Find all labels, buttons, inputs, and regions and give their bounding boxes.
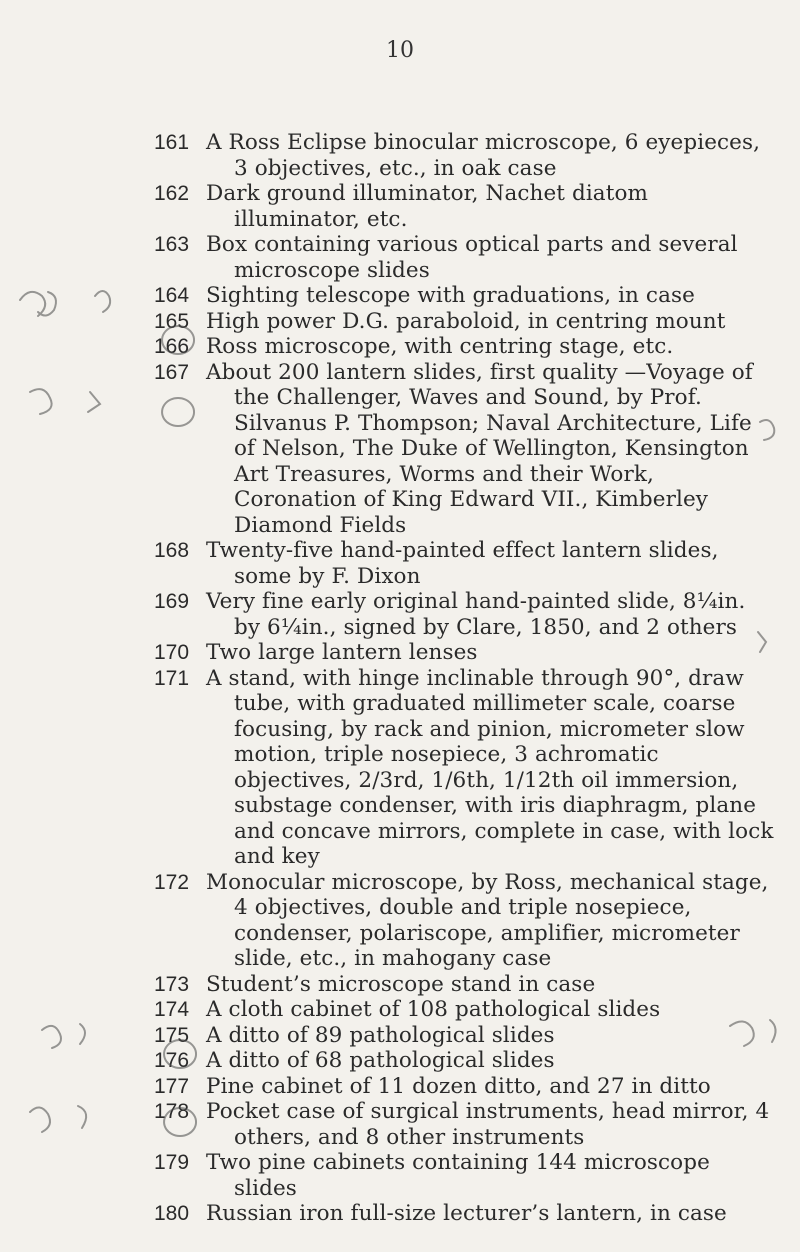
lot-description: About 200 lantern slides, first quality —Voyage of the Challenger, Waves and Sound, by Prof. Silvanus P. Thompson; Naval Architecture, Life of Nelson, The Duke of Wellington, Kensington Art Treasures, Worms and their Work, Coronation of King Edward VII., Kimberley Diamond Fields — [206, 359, 753, 538]
lot-174 — [154, 997, 775, 1023]
lot-number: 178 — [154, 1100, 190, 1123]
margin-scribble — [20, 292, 45, 316]
margin-scribble — [30, 1107, 50, 1132]
lot-162 — [154, 181, 775, 232]
lot-number: 166 — [154, 335, 190, 358]
lot-number: 169 — [154, 590, 190, 613]
lot-description: Russian iron full-size lecturer’s lantern, in case — [206, 1201, 727, 1226]
lot-description: A cloth cabinet of 108 pathological slides — [206, 997, 661, 1022]
lot-description: A stand, with hinge inclinable through 90°, draw tube, with graduated millimeter scale, coarse focusing, by rack and pinion, micrometer slow motion, triple nosepiece, 3 achromatic objectives, 2/3rd, 1/6th, 1/12th oil immersion, substage condenser, with iris diaphragm, plane and concave mirrors, complete in case, with lock and key — [206, 665, 774, 869]
lot-172 — [154, 869, 775, 972]
lot-number: 177 — [154, 1074, 190, 1098]
lot-180 — [154, 1201, 775, 1227]
lot-description: Sighting telescope with graduations, in case — [206, 283, 695, 308]
lot-170 — [154, 640, 775, 666]
lot-number: 165 — [154, 309, 190, 333]
lot-166 — [154, 334, 775, 360]
lot-178 — [154, 1099, 775, 1150]
lot-number: 167 — [154, 360, 190, 384]
margin-scribble — [38, 292, 56, 316]
lot-179 — [154, 1150, 775, 1201]
margin-scribble — [95, 291, 110, 312]
lot-description: Two large lantern lenses — [206, 640, 478, 665]
lot-number: 173 — [154, 972, 190, 996]
lot-163 — [154, 232, 775, 283]
page-number: 10 — [386, 38, 414, 63]
lot-description: Pocket case of surgical instruments, head mirror, 4 others, and 8 other instruments — [206, 1099, 770, 1150]
lot-171 — [154, 665, 775, 870]
margin-scribble — [88, 392, 100, 412]
lot-167 — [154, 359, 775, 539]
lot-description: Student’s microscope stand in case — [206, 971, 596, 997]
lot-description: Very fine early original hand-painted slide, 8¼in. by 6¼in., signed by Clare, 1850, and 2 others — [206, 589, 746, 640]
lot-number: 168 — [154, 539, 190, 562]
lot-description: Twenty-five hand-painted effect lantern slides, some by F. Dixon — [206, 538, 719, 589]
lot-173 — [154, 971, 775, 998]
lot-175 — [154, 1022, 775, 1049]
lot-number: 175 — [154, 1023, 190, 1047]
lot-number: 163 — [154, 233, 190, 256]
margin-scribble — [30, 389, 52, 414]
lot-description: Dark ground illuminator, Nachet diatom illuminator, etc. — [206, 181, 648, 232]
lot-168 — [154, 538, 775, 589]
lot-165 — [154, 308, 775, 335]
lot-number: 171 — [154, 666, 190, 690]
lot-number: 162 — [154, 182, 190, 205]
lot-number: 164 — [154, 284, 190, 307]
lot-number: 161 — [154, 131, 190, 154]
lot-description: A Ross Eclipse binocular microscope, 6 eyepieces, 3 objectives, etc., in oak case — [206, 130, 761, 181]
lot-description: Two pine cabinets containing 144 microscope slides — [206, 1150, 710, 1201]
lot-169 — [154, 589, 775, 640]
lot-number: 172 — [154, 870, 190, 894]
margin-scribble — [80, 1024, 85, 1044]
lot-description: Pine cabinet of 11 dozen ditto, and 27 in ditto — [206, 1073, 711, 1099]
lot-number: 180 — [154, 1202, 190, 1225]
lot-161 — [154, 130, 775, 181]
lot-164 — [154, 283, 775, 309]
lot-description: A ditto of 68 pathological slides — [206, 1048, 555, 1073]
lot-number: 176 — [154, 1049, 190, 1072]
lot-description: Box containing various optical parts and several microscope slides — [206, 232, 738, 283]
lot-description: Monocular microscope, by Ross, mechanical stage, 4 objectives, double and triple nosepiece, condenser, polariscope, amplifier, micrometer slide, etc., in mahogany case — [206, 869, 769, 971]
margin-scribble — [42, 1026, 61, 1048]
lot-number: 179 — [154, 1151, 190, 1174]
lot-number: 170 — [154, 641, 190, 664]
lot-177 — [154, 1073, 775, 1100]
lot-176 — [154, 1048, 775, 1074]
margin-scribble — [78, 1106, 86, 1128]
lot-description: High power D.G. paraboloid, in centring mount — [206, 308, 726, 334]
lot-number: 174 — [154, 998, 190, 1021]
lot-description: Ross microscope, with centring stage, etc. — [206, 334, 674, 359]
catalogue-list — [154, 130, 775, 1227]
lot-description: A ditto of 89 pathological slides — [206, 1022, 555, 1048]
